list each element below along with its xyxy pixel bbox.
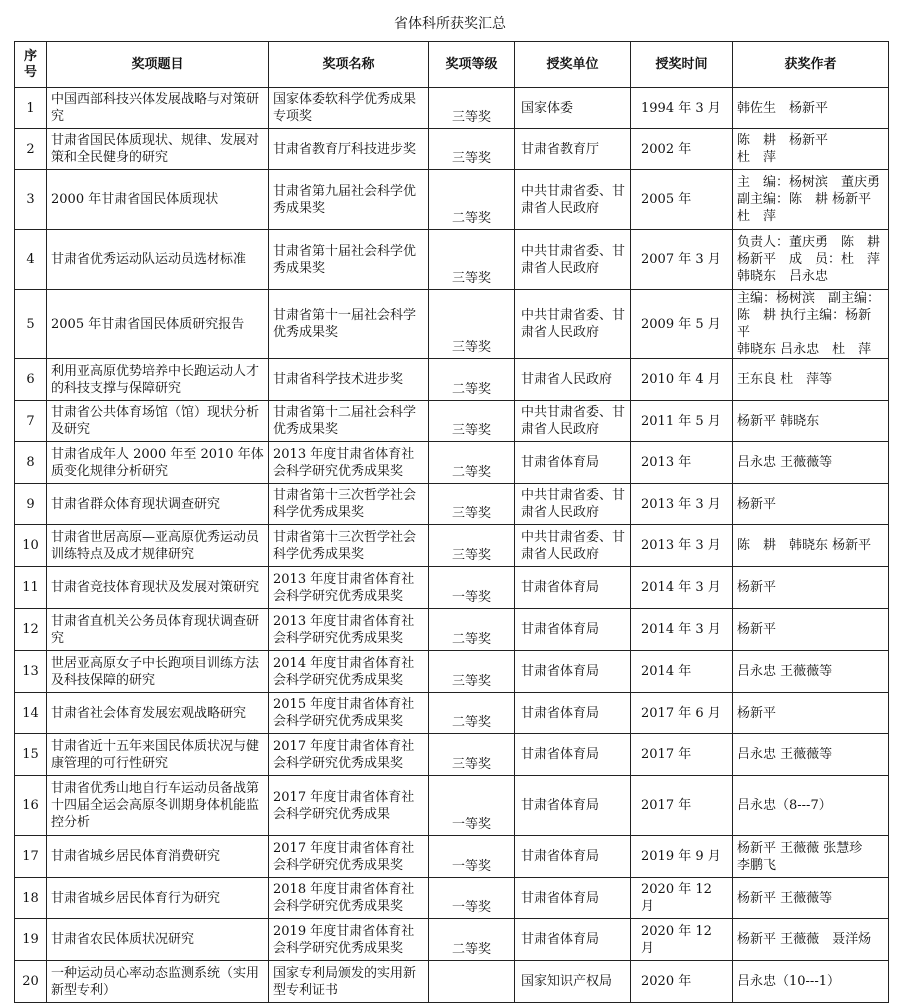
table-row [15,129,889,170]
header-topic: 奖项题目 [47,42,269,88]
award-level: 三等奖 [429,401,515,442]
award-level: 三等奖 [429,129,515,170]
award-name: 国家专利局颁发的实用新型专利证书 [269,961,429,1003]
award-authors: 主 编：杨树滨 董庆勇 副主编：陈 耕 杨新平 杜 萍 [733,170,889,230]
award-topic: 甘肃省城乡居民体育消费研究 [47,836,269,878]
award-level: 三等奖 [429,651,515,693]
header-authors: 获奖作者 [733,42,889,88]
award-name: 国家体委软科学优秀成果专项奖 [269,88,429,129]
award-name: 2017 年度甘肃省体育社会科学研究优秀成果 [269,776,429,836]
award-level: 三等奖 [429,734,515,776]
award-unit: 中共甘肃省委、甘肃省人民政府 [515,290,631,359]
award-unit: 甘肃省体育局 [515,651,631,693]
award-name: 甘肃省第九届社会科学优秀成果奖 [269,170,429,230]
award-name: 2014 年度甘肃省体育社会科学研究优秀成果奖 [269,651,429,693]
award-level: 三等奖 [429,88,515,129]
award-authors: 杨新平 王薇薇 聂洋炀 [733,919,889,961]
award-level: 一等奖 [429,836,515,878]
table-row [15,359,889,401]
award-unit: 甘肃省体育局 [515,693,631,734]
table-row [15,776,889,836]
award-level: 二等奖 [429,609,515,651]
award-time: 2017 年 [631,776,733,836]
award-topic: 甘肃省城乡居民体育行为研究 [47,878,269,919]
award-authors: 吕永忠（10---1） [733,961,889,1003]
award-unit: 甘肃省体育局 [515,567,631,609]
award-authors: 陈 耕 韩晓东 杨新平 [733,525,889,567]
award-authors: 杨新平 [733,567,889,609]
award-authors: 陈 耕 杨新平 杜 萍 [733,129,889,170]
award-authors: 韩佐生 杨新平 [733,88,889,129]
header-award-name: 奖项名称 [269,42,429,88]
award-name: 2013 年度甘肃省体育社会科学研究优秀成果奖 [269,442,429,484]
award-time: 2013 年 [631,442,733,484]
award-authors: 吕永忠 王薇薇等 [733,651,889,693]
row-number: 13 [15,651,47,693]
award-authors: 杨新平 [733,693,889,734]
row-number: 16 [15,776,47,836]
table-row [15,651,889,693]
table-row [15,961,889,1003]
table-row [15,693,889,734]
award-time: 2014 年 [631,651,733,693]
award-topic: 利用亚高原优势培养中长跑运动人才的科技支撑与保障研究 [47,359,269,401]
award-name: 2018 年度甘肃省体育社会科学研究优秀成果奖 [269,878,429,919]
award-time: 2013 年 3 月 [631,484,733,525]
award-time: 2002 年 [631,129,733,170]
award-level: 二等奖 [429,170,515,230]
award-time: 2020 年 12 月 [631,919,733,961]
table-row [15,88,889,129]
table-row [15,401,889,442]
award-level: 三等奖 [429,230,515,290]
award-time: 2020 年 [631,961,733,1003]
award-name: 甘肃省第十二届社会科学优秀成果奖 [269,401,429,442]
award-name: 2015 年度甘肃省体育社会科学研究优秀成果奖 [269,693,429,734]
award-topic: 世居亚高原女子中长跑项目训练方法及科技保障的研究 [47,651,269,693]
award-authors: 杨新平 王薇薇 张慧珍 李鹏飞 [733,836,889,878]
award-level: 三等奖 [429,290,515,359]
award-topic: 甘肃省成年人 2000 年至 2010 年体质变化规律分析研究 [47,442,269,484]
award-level: 一等奖 [429,567,515,609]
table-row [15,525,889,567]
awards-table [14,41,889,1003]
award-level: 三等奖 [429,525,515,567]
award-authors: 吕永忠 王薇薇等 [733,734,889,776]
award-name: 2013 年度甘肃省体育社会科学研究优秀成果奖 [269,609,429,651]
award-time: 2005 年 [631,170,733,230]
table-row [15,170,889,230]
row-number: 14 [15,693,47,734]
award-topic: 甘肃省优秀运动队运动员选材标准 [47,230,269,290]
award-time: 2010 年 4 月 [631,359,733,401]
header-award-unit: 授奖单位 [515,42,631,88]
award-unit: 中共甘肃省委、甘肃省人民政府 [515,525,631,567]
table-row [15,484,889,525]
award-topic: 2005 年甘肃省国民体质研究报告 [47,290,269,359]
award-time: 1994 年 3 月 [631,88,733,129]
table-row [15,442,889,484]
table-row [15,734,889,776]
row-number: 1 [15,88,47,129]
row-number: 7 [15,401,47,442]
row-number: 3 [15,170,47,230]
award-topic: 甘肃省社会体育发展宏观战略研究 [47,693,269,734]
award-authors: 杨新平 [733,609,889,651]
award-time: 2009 年 5 月 [631,290,733,359]
award-time: 2017 年 [631,734,733,776]
row-number: 20 [15,961,47,1003]
row-number: 4 [15,230,47,290]
award-unit: 甘肃省体育局 [515,919,631,961]
award-unit: 甘肃省体育局 [515,776,631,836]
award-rows [15,88,889,1003]
award-time: 2014 年 3 月 [631,567,733,609]
award-authors: 负责人：董庆勇 陈 耕 杨新平 成 员：杜 萍 韩晓东 吕永忠 [733,230,889,290]
award-topic: 甘肃省公共体育场馆（馆）现状分析及研究 [47,401,269,442]
award-level: 二等奖 [429,359,515,401]
award-level: 二等奖 [429,442,515,484]
table-row [15,919,889,961]
award-authors: 杨新平 王薇薇等 [733,878,889,919]
award-name: 2013 年度甘肃省体育社会科学研究优秀成果奖 [269,567,429,609]
table-row [15,609,889,651]
award-authors: 吕永忠（8---7） [733,776,889,836]
header-row [15,42,889,88]
award-unit: 甘肃省体育局 [515,878,631,919]
award-name: 甘肃省教育厅科技进步奖 [269,129,429,170]
award-name: 甘肃省第十三次哲学社会科学优秀成果奖 [269,484,429,525]
award-authors: 主编：杨树滨 副主编： 陈 耕 执行主编：杨新平 韩晓东 吕永忠 杜 萍 [733,290,889,359]
award-level: 二等奖 [429,693,515,734]
row-number: 8 [15,442,47,484]
award-time: 2013 年 3 月 [631,525,733,567]
award-topic: 中国西部科技兴体发展战略与对策研究 [47,88,269,129]
row-number: 6 [15,359,47,401]
award-name: 甘肃省科学技术进步奖 [269,359,429,401]
row-number: 11 [15,567,47,609]
row-number: 12 [15,609,47,651]
award-name: 2017 年度甘肃省体育社会科学研究优秀成果奖 [269,836,429,878]
row-number: 2 [15,129,47,170]
award-topic: 甘肃省近十五年来国民体质状况与健康管理的可行性研究 [47,734,269,776]
award-unit: 甘肃省人民政府 [515,359,631,401]
award-time: 2011 年 5 月 [631,401,733,442]
award-topic: 甘肃省群众体育现状调查研究 [47,484,269,525]
table-row [15,290,889,359]
award-time: 2007 年 3 月 [631,230,733,290]
table-row [15,567,889,609]
award-topic: 2000 年甘肃省国民体质现状 [47,170,269,230]
award-level: 二等奖 [429,919,515,961]
award-unit: 甘肃省体育局 [515,836,631,878]
header-award-time: 授奖时间 [631,42,733,88]
award-topic: 甘肃省国民体质现状、规律、发展对策和全民健身的研究 [47,129,269,170]
award-topic: 甘肃省竞技体育现状及发展对策研究 [47,567,269,609]
row-number: 19 [15,919,47,961]
award-name: 2019 年度甘肃省体育社会科学研究优秀成果奖 [269,919,429,961]
award-unit: 中共甘肃省委、甘肃省人民政府 [515,170,631,230]
row-number: 10 [15,525,47,567]
table-row [15,230,889,290]
award-time: 2017 年 6 月 [631,693,733,734]
award-name: 2017 年度甘肃省体育社会科学研究优秀成果奖 [269,734,429,776]
row-number: 15 [15,734,47,776]
award-authors: 王东良 杜 萍等 [733,359,889,401]
award-unit: 中共甘肃省委、甘肃省人民政府 [515,401,631,442]
header-no: 序号 [15,42,47,88]
award-authors: 杨新平 [733,484,889,525]
award-name: 甘肃省第十三次哲学社会科学优秀成果奖 [269,525,429,567]
header-award-level: 奖项等级 [429,42,515,88]
row-number: 5 [15,290,47,359]
award-time: 2020 年 12 月 [631,878,733,919]
table-row [15,878,889,919]
table-row [15,836,889,878]
row-number: 9 [15,484,47,525]
award-authors: 杨新平 韩晓东 [733,401,889,442]
award-time: 2014 年 3 月 [631,609,733,651]
row-number: 17 [15,836,47,878]
award-level: 三等奖 [429,484,515,525]
award-unit: 国家体委 [515,88,631,129]
award-authors: 吕永忠 王薇薇等 [733,442,889,484]
award-topic: 甘肃省农民体质状况研究 [47,919,269,961]
award-topic: 甘肃省世居高原—亚高原优秀运动员训练特点及成才规律研究 [47,525,269,567]
award-unit: 甘肃省体育局 [515,609,631,651]
award-time: 2019 年 9 月 [631,836,733,878]
award-unit: 国家知识产权局 [515,961,631,1003]
award-topic: 甘肃省优秀山地自行车运动员备战第十四届全运会高原冬训期身体机能监控分析 [47,776,269,836]
award-unit: 甘肃省体育局 [515,734,631,776]
row-number: 18 [15,878,47,919]
award-level: 一等奖 [429,776,515,836]
award-level: 一等奖 [429,878,515,919]
award-unit: 甘肃省教育厅 [515,129,631,170]
award-name: 甘肃省第十届社会科学优秀成果奖 [269,230,429,290]
document-title: 省体科所获奖汇总 [394,16,506,32]
award-unit: 中共甘肃省委、甘肃省人民政府 [515,230,631,290]
award-topic: 甘肃省直机关公务员体育现状调查研究 [47,609,269,651]
award-unit: 甘肃省体育局 [515,442,631,484]
award-topic: 一种运动员心率动态监测系统（实用新型专利） [47,961,269,1003]
award-unit: 中共甘肃省委、甘肃省人民政府 [515,484,631,525]
award-name: 甘肃省第十一届社会科学优秀成果奖 [269,290,429,359]
award-level [429,961,515,1003]
